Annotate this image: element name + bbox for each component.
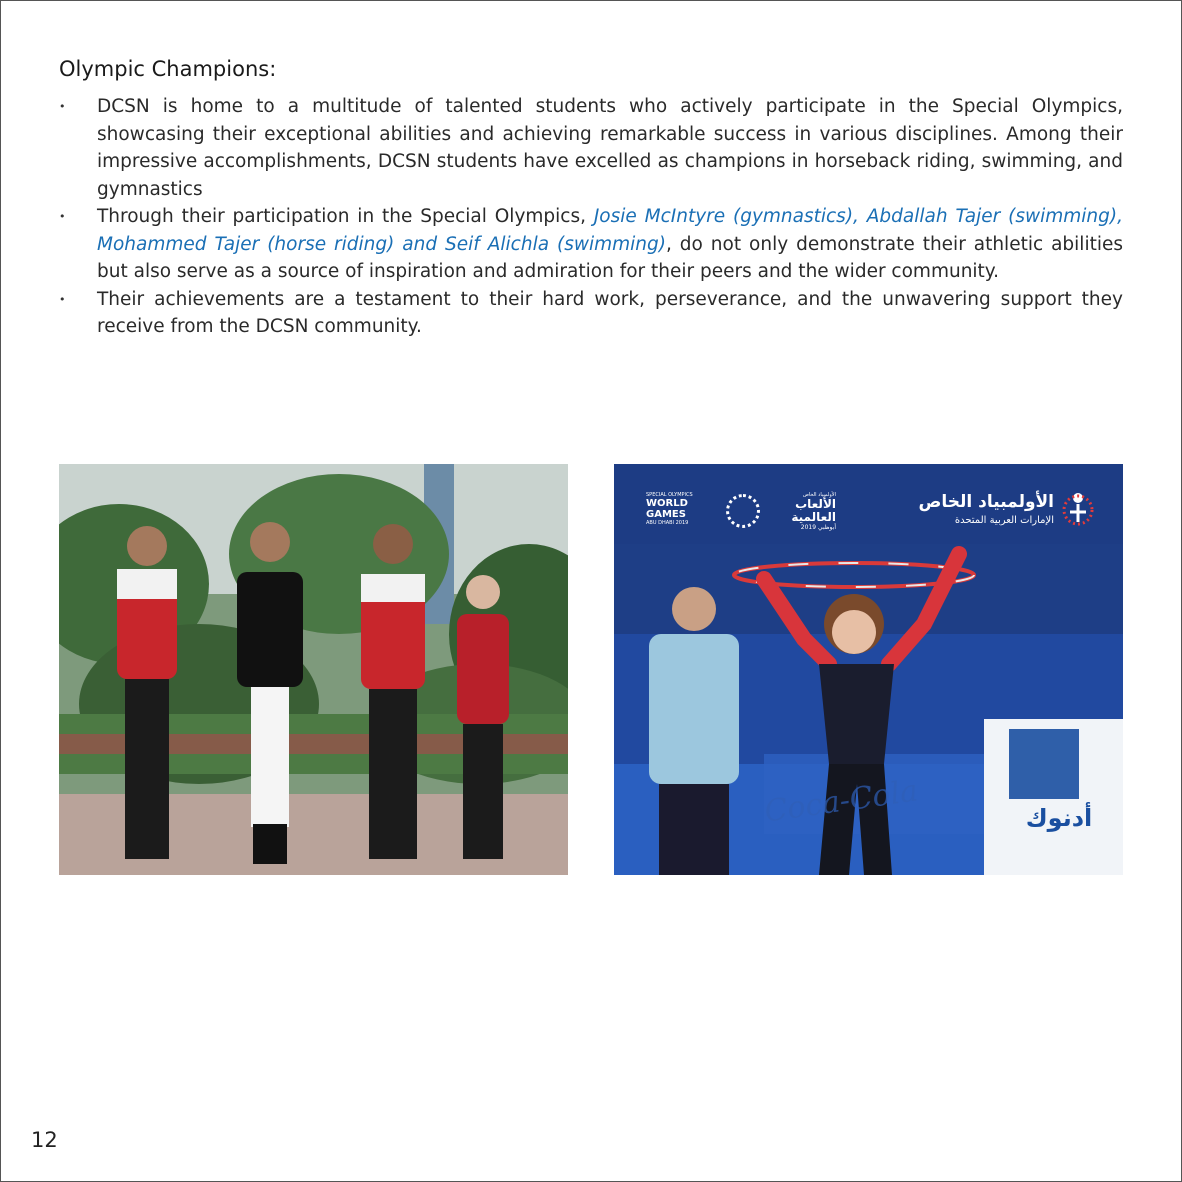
logo-text: GAMES [646, 509, 686, 520]
bullet-text: DCSN is home to a multitude of talented students who actively participate in the Special Olympics, showcasing their exceptional abilities and achieving remarkable success in various disciplines. Among their impressive accomplishments, DCSN students have excelled as champions in horseback riding, swimming, and gymnastics [97, 96, 1123, 200]
world-games-logo [646, 492, 836, 538]
gymnast-photo [614, 464, 1123, 875]
bullet-item [59, 203, 1123, 286]
logo-text-ar: العالمية [791, 510, 836, 524]
special-olympics-figure-icon [1060, 490, 1096, 530]
person-1 [117, 526, 177, 859]
page-number: 12 [31, 1128, 58, 1152]
champion-names: Josie McIntyre (gymnastics), Abdallah Tajer (swimming), Mohammed Tajer (horse riding) and Seif Alichla (swimming) [97, 206, 1123, 255]
bullet-item [59, 93, 1123, 203]
logo-text-ar: أبوظبي 2019 [800, 524, 836, 531]
section-heading: Olympic Champions: [59, 57, 277, 81]
bullet-text-pre: Through their participation in the Special Olympics, [97, 206, 594, 227]
medalists-photo [59, 464, 568, 875]
logo-text: WORLD [646, 498, 688, 509]
bullet-dot-icon: • [59, 210, 66, 223]
world-games-emblem-icon [726, 494, 760, 528]
logo-text-ar: الإمارات العربية المتحدة [954, 515, 1054, 526]
adnoc-sign-text: أدنوك [1025, 804, 1093, 832]
person-3 [361, 524, 425, 859]
bullet-list [59, 93, 1123, 341]
coca-cola-banner-text: Coca-Cola [762, 773, 921, 830]
bullet-text: Their achievements are a testament to their hard work, perseverance, and the unwavering support they receive from the DCSN community. [97, 288, 1123, 337]
bullet-item [59, 286, 1123, 341]
logo-text-ar: الأولمبياد الخاص [802, 492, 836, 498]
person-4 [457, 575, 509, 859]
bullet-text-post: , do not only demonstrate their athletic abilities but also serve as a source of inspiration and admiration for their peers and the wider community. [97, 233, 1123, 282]
logo-text: SPECIAL OLYMPICS [646, 492, 693, 498]
bullet-dot-icon: • [59, 100, 66, 113]
special-olympics-uae-logo [904, 490, 1100, 534]
logo-text: ABU DHABI 2019 [646, 520, 689, 526]
bullet-dot-icon: • [59, 292, 66, 306]
medalists-illustration [59, 464, 568, 875]
logo-text-ar: الألعاب [795, 497, 836, 511]
logo-text-ar: الأولمبياد الخاص [918, 492, 1054, 512]
